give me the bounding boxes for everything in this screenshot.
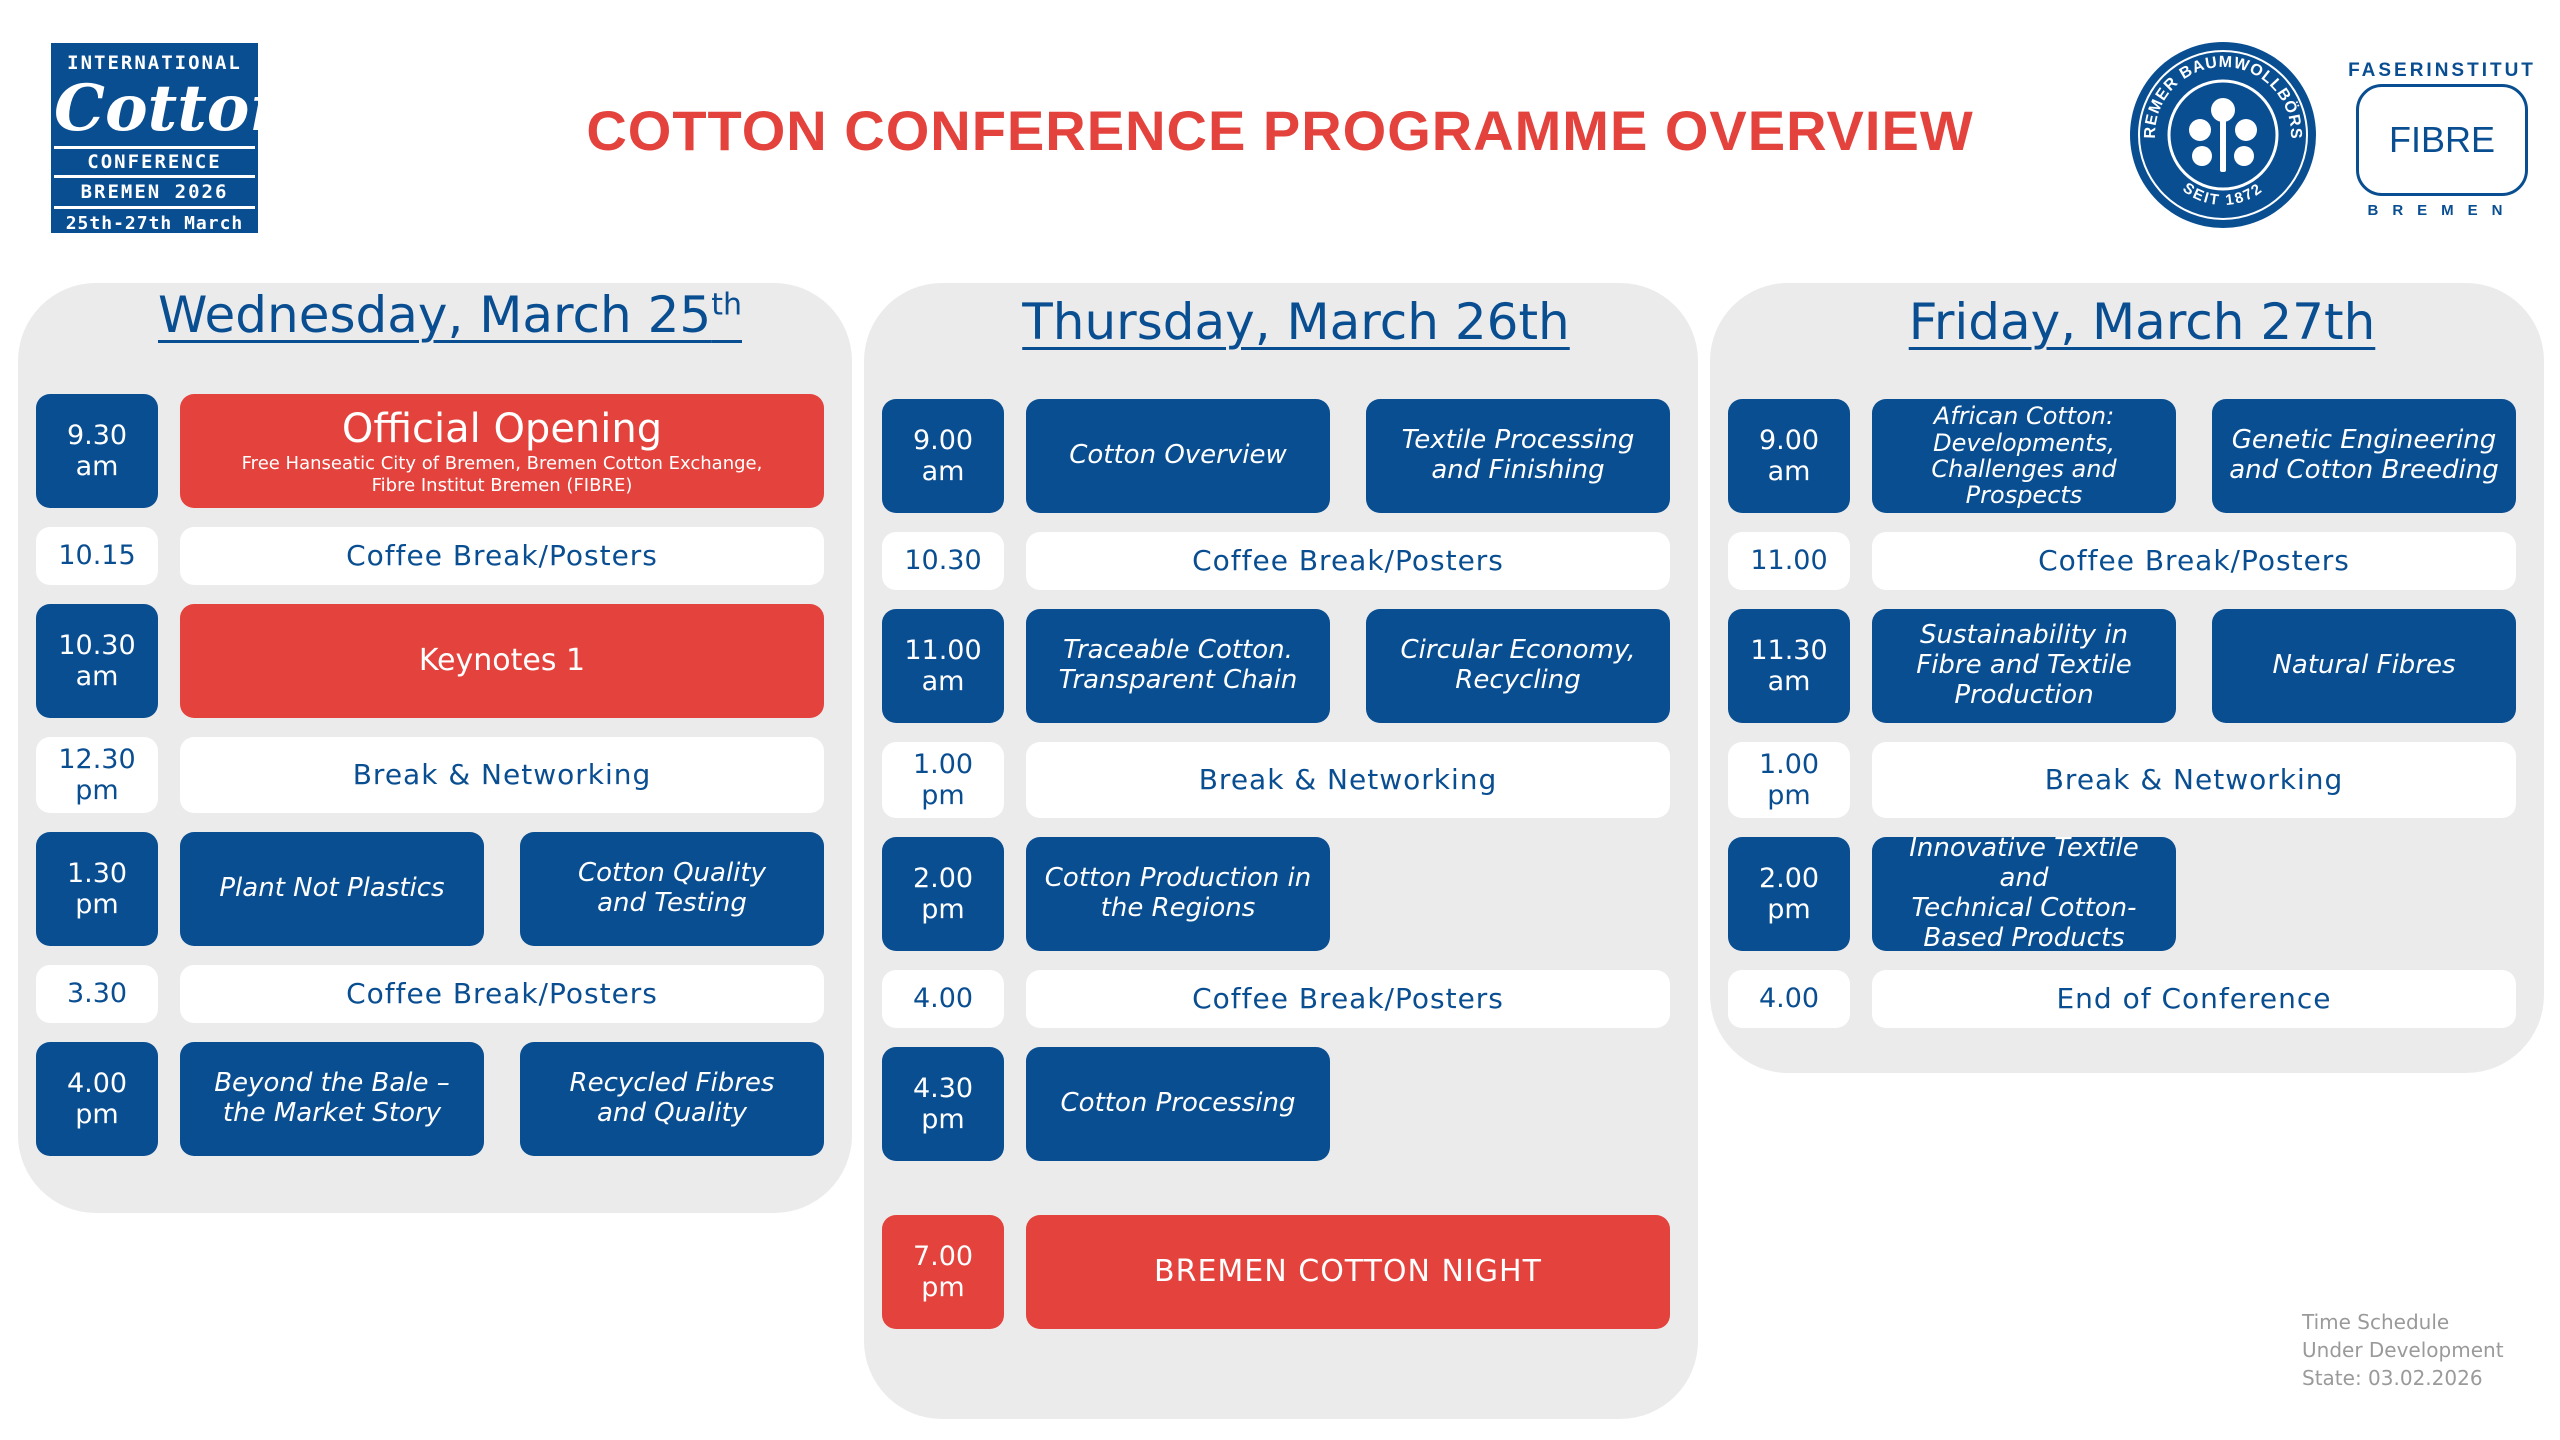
session-block[interactable]: Textile Processing and Finishing bbox=[1366, 399, 1670, 513]
time-slot: 9.30 am bbox=[36, 394, 158, 508]
session-block[interactable]: Natural Fibres bbox=[2212, 609, 2516, 723]
time-slot: 10.15 bbox=[36, 527, 158, 585]
session-block[interactable]: Recycled Fibres and Quality bbox=[520, 1042, 824, 1156]
session-block[interactable]: Genetic Engineering and Cotton Breeding bbox=[2212, 399, 2516, 513]
time-slot: 12.30 pm bbox=[36, 737, 158, 813]
fibre-logo-top: FASERINSTITUT bbox=[2348, 60, 2536, 81]
networking-break-block: Break & Networking bbox=[1026, 742, 1670, 818]
coffee-break-block: Coffee Break/Posters bbox=[1872, 532, 2516, 590]
time-slot: 10.30 am bbox=[36, 604, 158, 718]
seal-ring-text: REMER BAUMWOLLBÖRS bbox=[2141, 53, 2305, 140]
coffee-break-block: Coffee Break/Posters bbox=[180, 527, 824, 585]
logo-city: BREMEN 2026 bbox=[54, 178, 255, 209]
keynotes-session[interactable]: Keynotes 1 bbox=[180, 604, 824, 718]
time-slot: 1.30 pm bbox=[36, 832, 158, 946]
seal-graphic bbox=[2130, 42, 2316, 228]
time-slot: 1.00 pm bbox=[882, 742, 1004, 818]
day-title-thursday: Thursday, March 26th bbox=[1022, 293, 1570, 351]
day-title-wednesday bbox=[18, 286, 882, 344]
time-slot: 4.00 bbox=[1728, 970, 1850, 1028]
logo-conference: CONFERENCE bbox=[54, 146, 255, 178]
cotton-exchange-seal bbox=[2130, 42, 2316, 228]
logo-international: INTERNATIONAL bbox=[67, 52, 242, 74]
session-block[interactable]: Cotton Production in the Regions bbox=[1026, 837, 1330, 951]
time-slot: 4.00 bbox=[882, 970, 1004, 1028]
time-slot: 11.00 bbox=[1728, 532, 1850, 590]
coffee-break-block: Coffee Break/Posters bbox=[1026, 532, 1670, 590]
conference-logo bbox=[51, 43, 296, 234]
session-block[interactable]: Cotton Quality and Testing bbox=[520, 832, 824, 946]
session-block[interactable]: Traceable Cotton. Transparent Chain bbox=[1026, 609, 1330, 723]
day-title-wednesday-sup: th bbox=[711, 287, 742, 323]
time-slot: 1.00 pm bbox=[1728, 742, 1850, 818]
time-slot: 11.30 am bbox=[1728, 609, 1850, 723]
day-title-wednesday-text: Wednesday, March 25 bbox=[158, 286, 712, 344]
time-slot: 2.00 pm bbox=[882, 837, 1004, 951]
page-title: COTTON CONFERENCE PROGRAMME OVERVIEW bbox=[586, 99, 1974, 162]
official-opening-hosts: Free Hanseatic City of Bremen, Bremen Cotton Exchange, Fibre Institut Bremen (FIBRE) bbox=[241, 453, 763, 496]
schedule-status-note: Time Schedule Under Development State: 03.02.2026 bbox=[2302, 1310, 2504, 1390]
seal-bottom-text: SEIT 1872 bbox=[2179, 179, 2267, 210]
session-block[interactable]: Cotton Processing bbox=[1026, 1047, 1330, 1161]
time-slot: 4.00 pm bbox=[36, 1042, 158, 1156]
session-block[interactable]: Plant Not Plastics bbox=[180, 832, 484, 946]
cotton-night-event[interactable]: BREMEN COTTON NIGHT bbox=[1026, 1215, 1670, 1329]
session-block[interactable]: Sustainability in Fibre and Textile Production bbox=[1872, 609, 2176, 723]
coffee-break-block: Coffee Break/Posters bbox=[180, 965, 824, 1023]
time-slot: 11.00 am bbox=[882, 609, 1004, 723]
official-opening-session[interactable] bbox=[180, 394, 824, 508]
logo-dates: 25th-27th March bbox=[65, 213, 244, 234]
session-block[interactable]: Beyond the Bale – the Market Story bbox=[180, 1042, 484, 1156]
time-slot: 10.30 bbox=[882, 532, 1004, 590]
time-slot: 4.30 pm bbox=[882, 1047, 1004, 1161]
time-slot: 2.00 pm bbox=[1728, 837, 1850, 951]
networking-break-block: Break & Networking bbox=[1872, 742, 2516, 818]
time-slot: 9.00 am bbox=[882, 399, 1004, 513]
end-of-conference-block: End of Conference bbox=[1872, 970, 2516, 1028]
time-slot: 7.00 pm bbox=[882, 1215, 1004, 1329]
session-block[interactable]: Cotton Overview bbox=[1026, 399, 1330, 513]
time-slot: 9.00 am bbox=[1728, 399, 1850, 513]
official-opening-title: Official Opening bbox=[341, 406, 663, 452]
time-slot: 3.30 bbox=[36, 965, 158, 1023]
fibre-logo-bottom: BREMEN bbox=[2367, 202, 2517, 219]
logo-cotton: Cotton bbox=[54, 71, 296, 146]
day-title-friday: Friday, March 27th bbox=[1908, 293, 2376, 351]
session-block[interactable]: Circular Economy, Recycling bbox=[1366, 609, 1670, 723]
session-block[interactable]: Innovative Textile and Technical Cotton- Based Products bbox=[1872, 837, 2176, 951]
fibre-logo-main: FIBRE bbox=[2388, 119, 2495, 160]
session-block[interactable]: African Cotton: Developments, Challenges and Prospects bbox=[1872, 399, 2176, 513]
networking-break-block: Break & Networking bbox=[180, 737, 824, 813]
fibre-logo-box bbox=[2356, 84, 2528, 196]
coffee-break-block: Coffee Break/Posters bbox=[1026, 970, 1670, 1028]
